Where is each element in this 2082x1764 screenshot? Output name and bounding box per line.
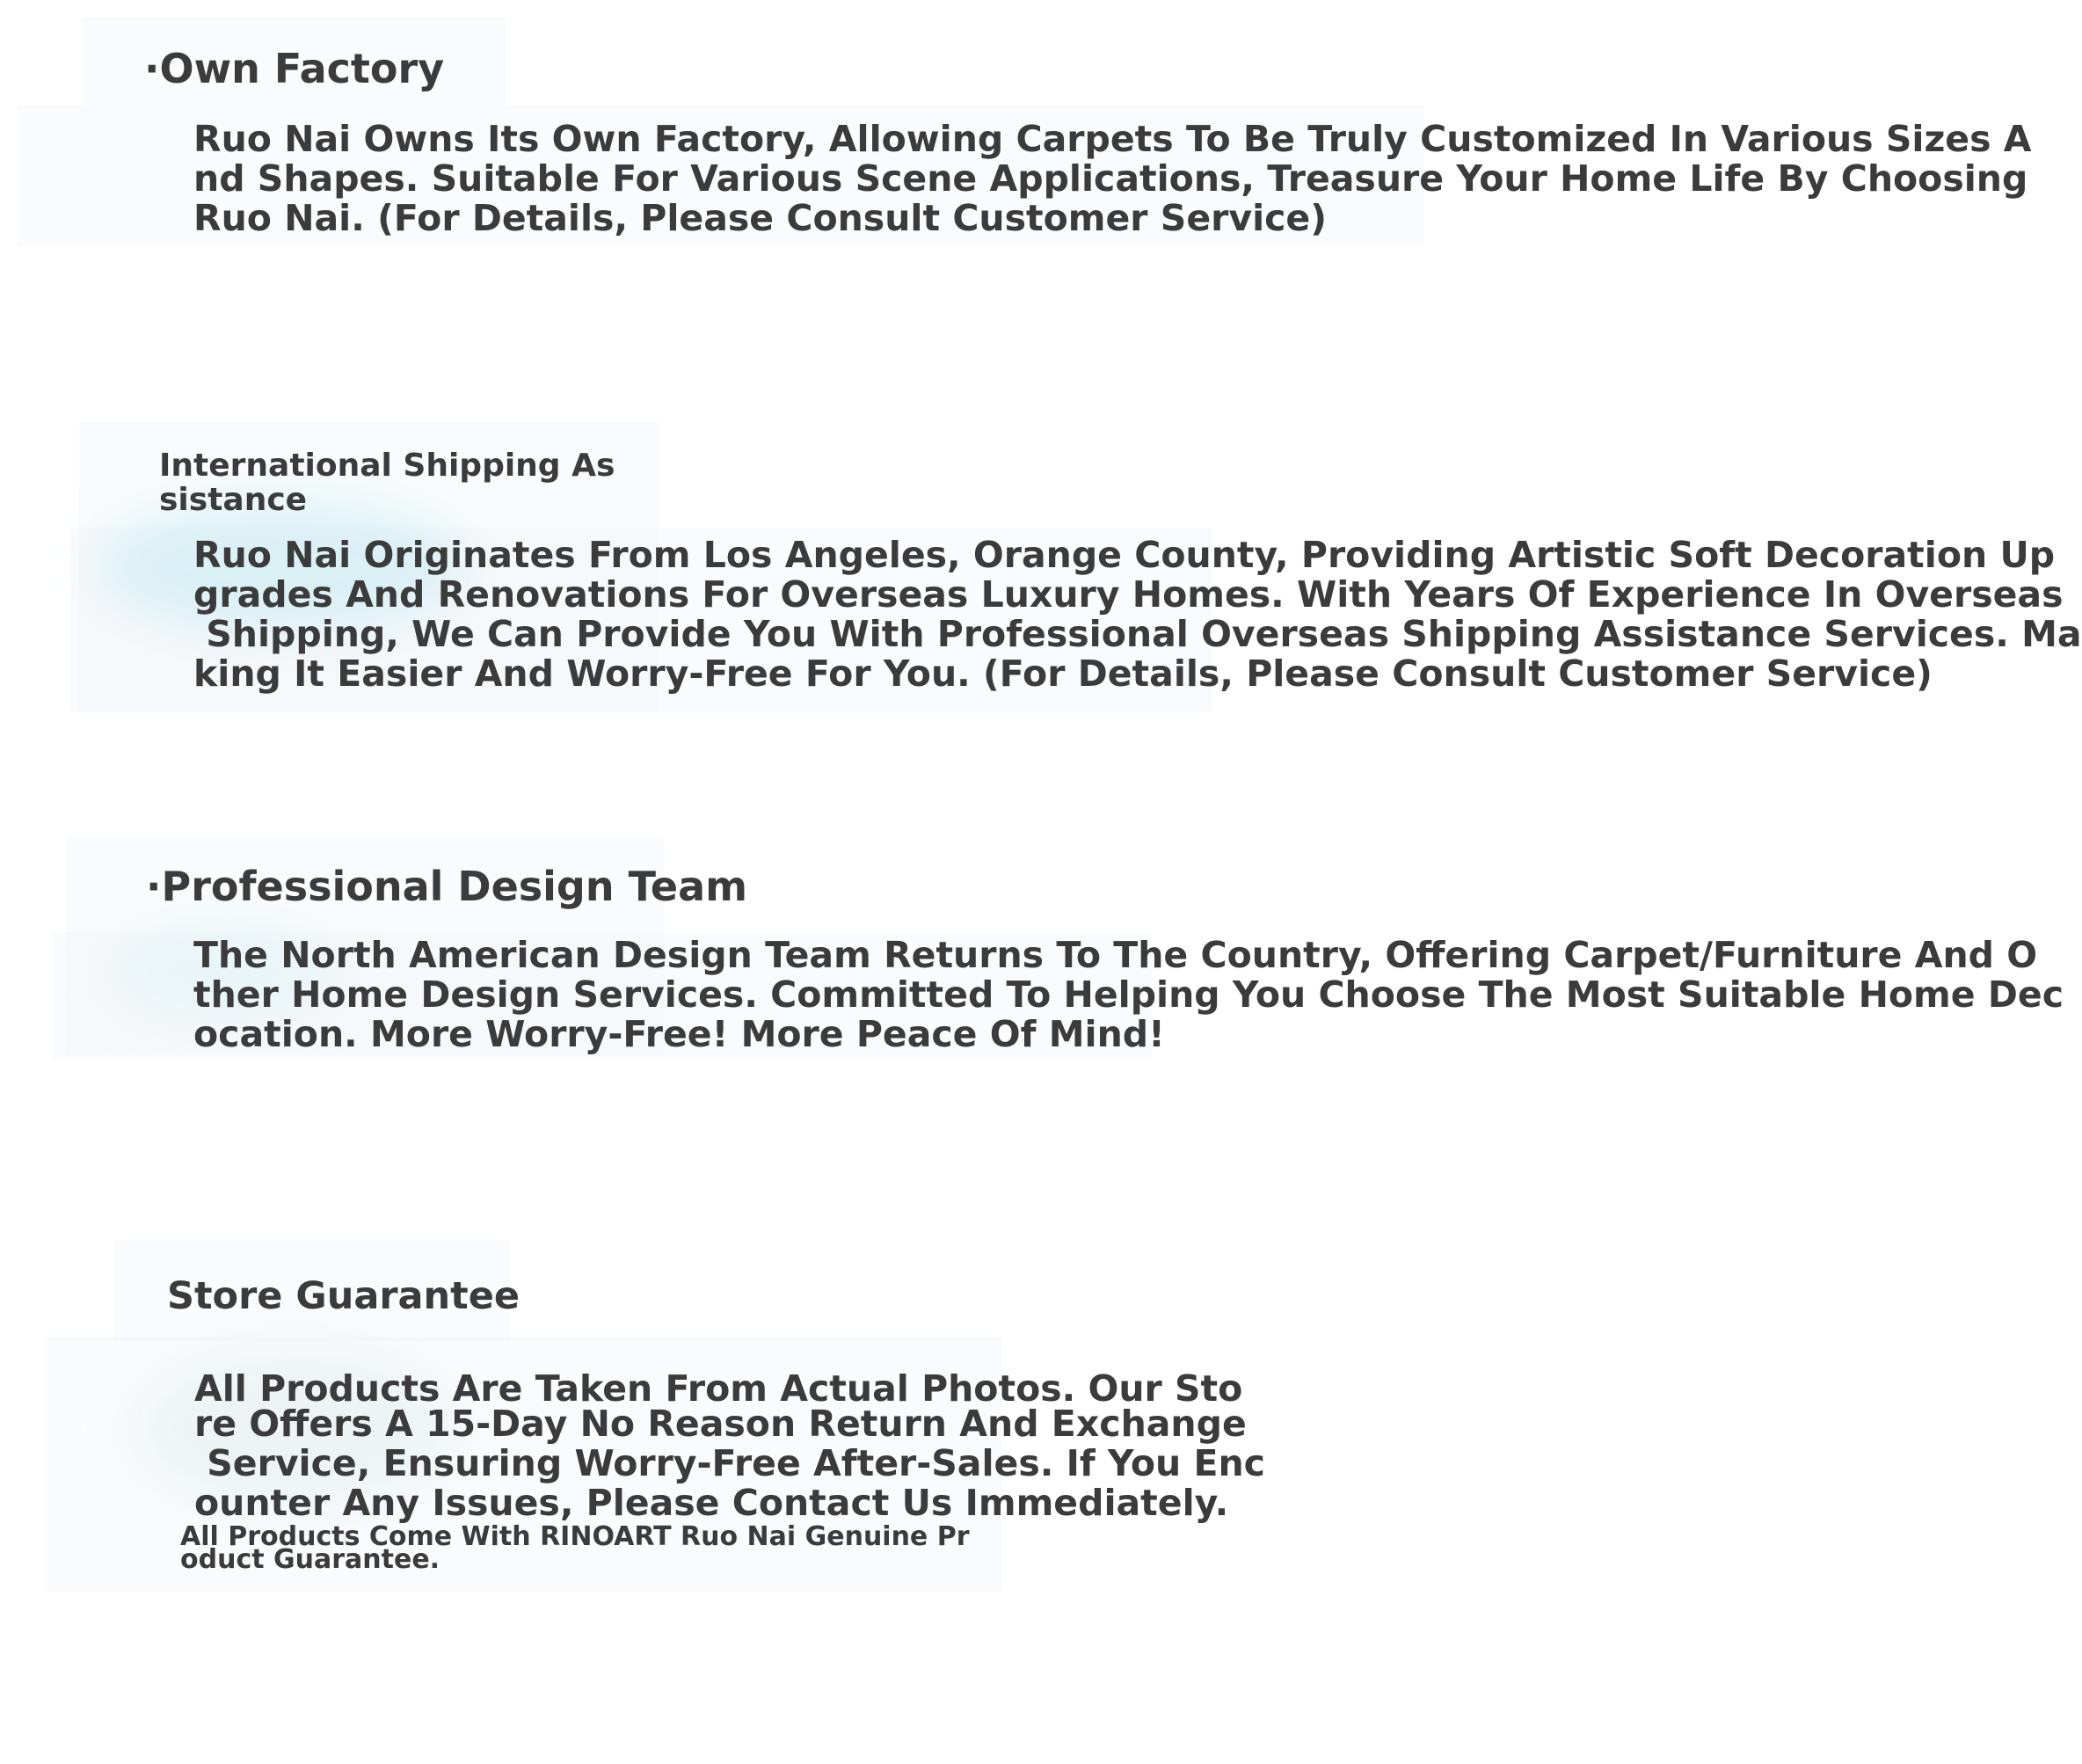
- own-factory-text: [193, 120, 2032, 238]
- store-guarantee-line: Service, Ensuring Worry-Free After-Sales. If You Enc: [194, 1442, 1265, 1484]
- genuine-guarantee-line: oduct Guarantee.: [180, 1544, 440, 1575]
- international-shipping-line: grades And Renovations For Overseas Luxury Homes. With Years Of Experience In Overseas: [193, 573, 2064, 616]
- store-guarantee-title: Store Guarantee: [167, 1274, 520, 1318]
- design-team-line: The North American Design Team Returns To The Country, Offering Carpet/Furniture And O: [193, 934, 2038, 976]
- international-shipping-line: Shipping, We Can Provide You With Professional Overseas Shipping Assistance Services. Ma: [193, 613, 2082, 655]
- international-shipping-line: king It Easier And Worry-Free For You. (For Details, Please Consult Customer Service): [193, 652, 1933, 695]
- design-team-text: [193, 936, 2064, 1054]
- store-guarantee-line: re Offers A 15-Day No Reason Return And Exchange: [194, 1403, 1247, 1445]
- design-team-line: ocation. More Worry-Free! More Peace Of Mind!: [193, 1013, 1165, 1055]
- genuine-guarantee-note: [180, 1521, 970, 1575]
- international-shipping-title-line: International Shipping As: [159, 448, 615, 484]
- store-guarantee-text: [194, 1367, 1265, 1524]
- store-guarantee-line: All Products Are Taken From Actual Photos. Our Sto: [194, 1367, 1243, 1410]
- international-shipping-text: [193, 536, 2082, 694]
- own-factory-title: ·Own Factory: [144, 45, 445, 92]
- own-factory-line: Ruo Nai. (For Details, Please Consult Customer Service): [193, 197, 1327, 239]
- international-shipping-title-line: sistance: [159, 482, 308, 518]
- genuine-guarantee-line: All Products Come With RINOART Ruo Nai Genuine Pr: [180, 1521, 970, 1552]
- design-team-line: ther Home Design Services. Committed To Helping You Choose The Most Suitable Home Dec: [193, 973, 2064, 1016]
- design-team-title: ·Professional Design Team: [146, 863, 748, 910]
- own-factory-line: nd Shapes. Suitable For Various Scene Applications, Treasure Your Home Life By Choosing: [193, 157, 2028, 200]
- own-factory-line: Ruo Nai Owns Its Own Factory, Allowing Carpets To Be Truly Customized In Various Sizes A: [193, 118, 2032, 160]
- store-guarantee-line: ounter Any Issues, Please Contact Us Immediately.: [194, 1482, 1229, 1524]
- international-shipping-line: Ruo Nai Originates From Los Angeles, Orange County, Providing Artistic Soft Decoration Up: [193, 534, 2056, 576]
- international-shipping-title: [159, 448, 615, 517]
